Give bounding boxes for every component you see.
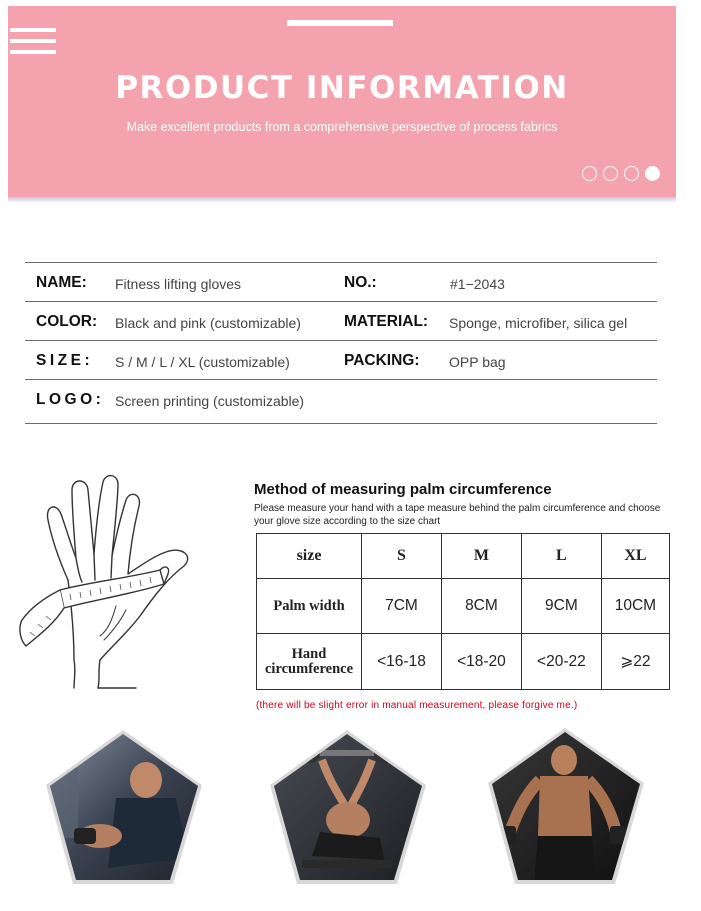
menu-icon[interactable]: [10, 28, 56, 54]
size-header-cell: size: [257, 534, 362, 579]
hand-circumference-label-line2: circumference: [264, 660, 354, 677]
palm-width-s: 7CM: [362, 579, 442, 634]
banner-shadow: [8, 197, 676, 203]
logo-value: Screen printing (customizable): [115, 393, 305, 409]
pentagon-photo-bench-press: [262, 728, 432, 888]
hand-circ-l: <20-22: [521, 634, 601, 690]
info-row-color: [25, 302, 657, 341]
size-label: SIZE:: [36, 352, 94, 369]
size-header-l: L: [521, 534, 601, 579]
carousel-dots: [582, 166, 660, 181]
pentagon-photo-dumbbell-curl: [38, 728, 208, 888]
measure-method-description: Please measure your hand with a tape measure behind the palm circumference and choose your glove size according to the size chart: [254, 503, 661, 527]
packing-value: OPP bag: [449, 354, 506, 370]
hand-circumference-row: [257, 634, 670, 690]
size-header-s: S: [362, 534, 442, 579]
banner-title: PRODUCT INFORMATION: [115, 70, 569, 106]
size-value: S / M / L / XL (customizable): [115, 354, 290, 370]
hand-circ-s: <16-18: [362, 634, 442, 690]
carousel-dot-2[interactable]: [603, 166, 618, 181]
size-header-m: M: [441, 534, 521, 579]
packing-label: PACKING:: [344, 352, 420, 369]
material-label: MATERIAL:: [344, 313, 429, 330]
measure-method-title: Method of measuring palm circumference: [254, 481, 552, 498]
color-value: Black and pink (customizable): [115, 315, 301, 331]
product-info-table: [25, 262, 657, 424]
hand-circumference-label-line1: Hand: [291, 645, 327, 662]
no-value: #1−2043: [450, 276, 505, 292]
measurement-error-note: (there will be slight error in manual measurement, please forgive me.): [256, 700, 578, 711]
carousel-dot-4-active[interactable]: [645, 166, 660, 181]
hand-measuring-illustration: [8, 470, 223, 692]
palm-width-xl: 10CM: [601, 579, 669, 634]
carousel-dot-3[interactable]: [624, 166, 639, 181]
palm-width-m: 8CM: [441, 579, 521, 634]
info-row-name: [25, 262, 657, 302]
hand-circumference-label: [257, 634, 362, 690]
size-chart-header-row: [257, 534, 670, 579]
size-chart-table: [256, 533, 670, 690]
color-label: COLOR:: [36, 313, 98, 330]
slide-indicator-bar: [287, 20, 393, 26]
palm-width-row: [257, 579, 670, 634]
material-value: Sponge, microfiber, silica gel: [449, 315, 628, 331]
name-value: Fitness lifting gloves: [115, 276, 242, 292]
no-label: NO.:: [344, 274, 377, 291]
name-label: NAME:: [36, 274, 87, 291]
hand-circ-m: <18-20: [441, 634, 521, 690]
pentagon-photo-shirtless-athlete: [480, 726, 650, 888]
logo-label: LOGO:: [36, 391, 105, 408]
banner-subtitle: Make excellent products from a comprehensive perspective of process fabrics: [126, 120, 558, 134]
palm-width-label: Palm width: [257, 579, 362, 634]
info-row-logo: [25, 380, 657, 424]
carousel-dot-1[interactable]: [582, 166, 597, 181]
info-row-size: [25, 341, 657, 380]
palm-width-l: 9CM: [521, 579, 601, 634]
hand-circ-xl: ⩾22: [601, 634, 669, 690]
size-header-xl: XL: [601, 534, 669, 579]
